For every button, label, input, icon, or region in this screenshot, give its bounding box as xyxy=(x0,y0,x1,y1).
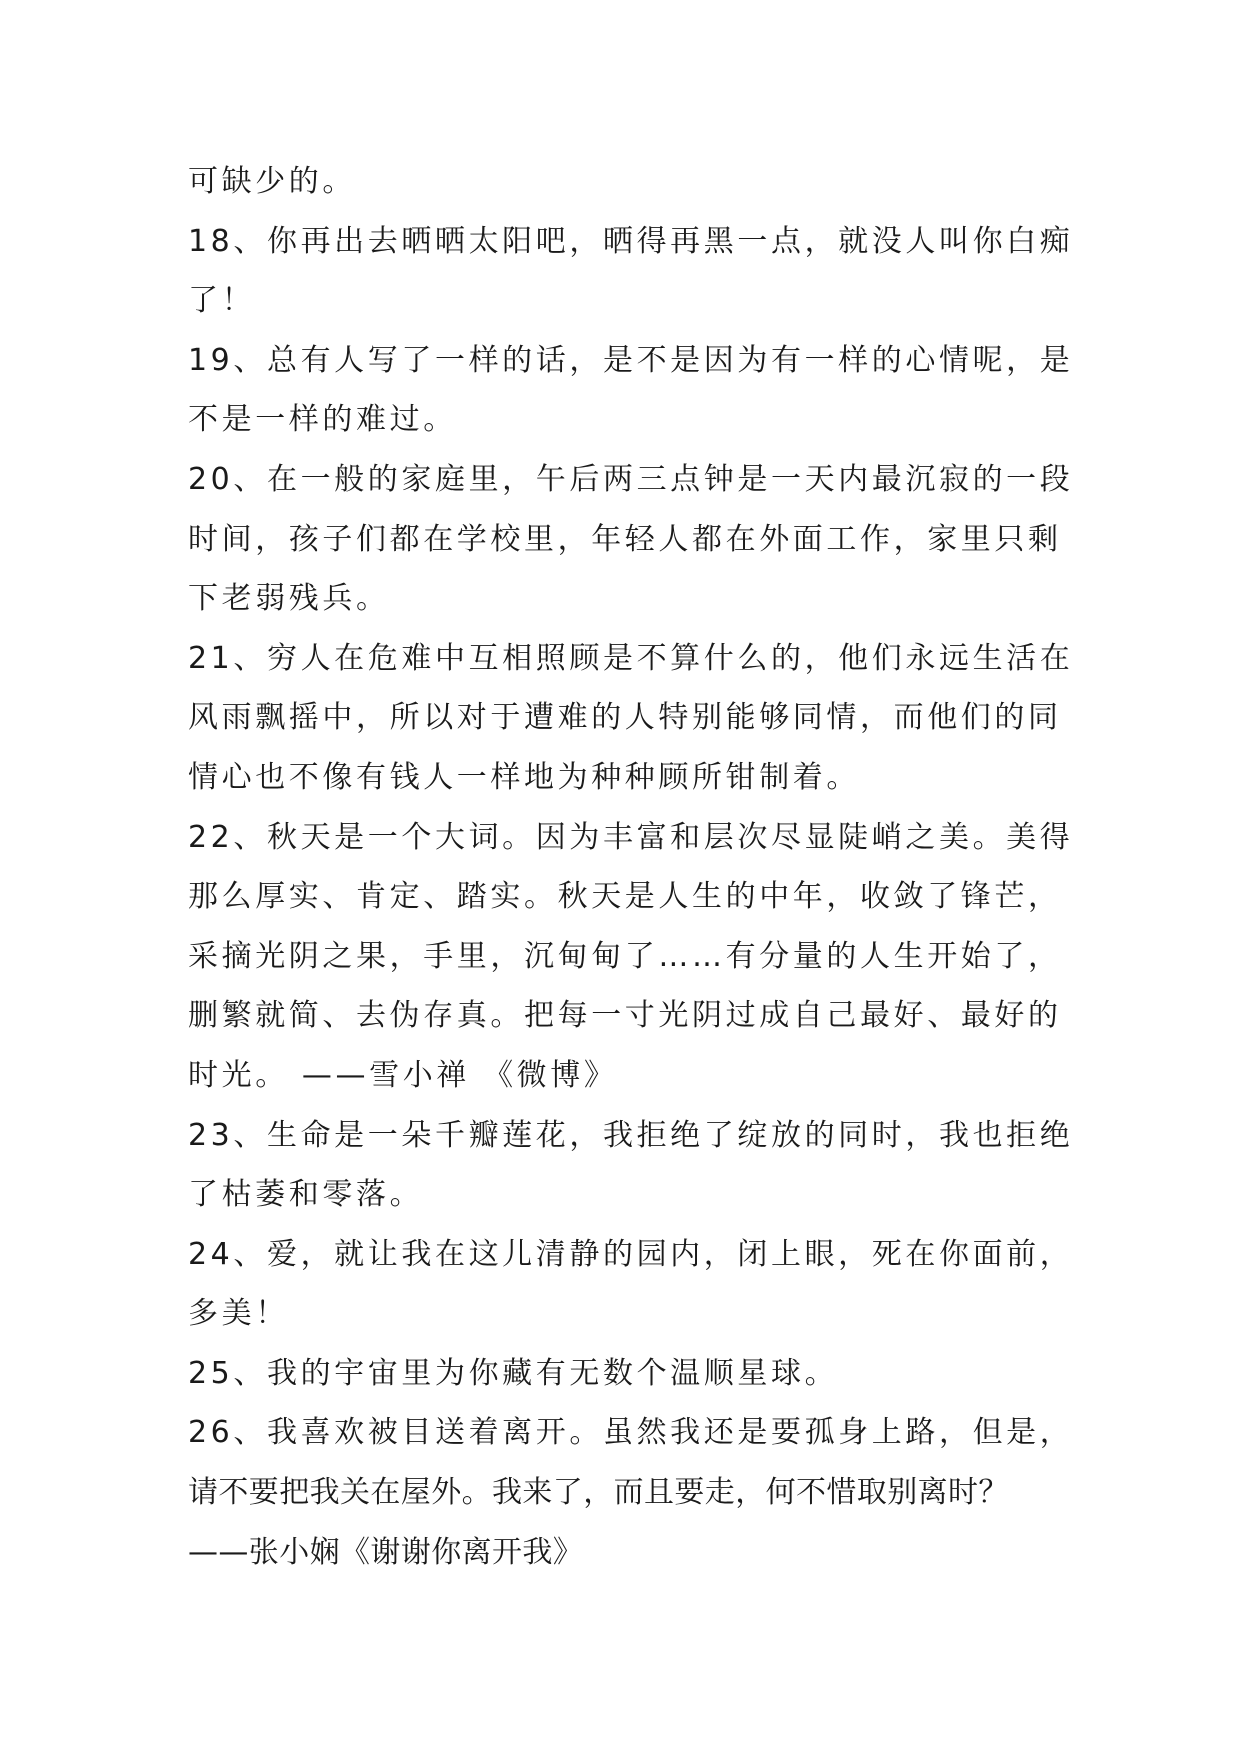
text-line: 了！ xyxy=(188,283,256,319)
text-line: 下老弱残兵。 xyxy=(188,581,390,617)
text-line: 多美！ xyxy=(188,1296,289,1332)
text-line: 可缺少的。 xyxy=(188,164,356,199)
text-line: 26、我喜欢被目送着离开。虽然我还是要孤身上路，但是， xyxy=(188,1415,1074,1451)
text-line: 20、在一般的家庭里，午后两三点钟是一天内最沉寂的一段 xyxy=(188,461,1074,497)
text-line: 21、穷人在危难中互相照顾是不算什么的，他们永远生活在 xyxy=(188,640,1074,676)
text-line: 时光。 ——雪小禅 《微博》 xyxy=(188,1057,618,1093)
text-line: 了枯萎和零落。 xyxy=(188,1177,424,1213)
text-line: 情心也不像有钱人一样地为种种顾所钳制着。 xyxy=(188,759,860,795)
text-line: 采摘光阴之果，手里，沉甸甸了……有分量的人生开始了， xyxy=(188,938,1062,974)
text-line: 删繁就简、去伪存真。把每一寸光阴过成自己最好、最好的 xyxy=(188,998,1062,1034)
document-body xyxy=(188,152,1074,1582)
text-line: 22、秋天是一个大词。因为丰富和层次尽显陡峭之美。美得 xyxy=(188,819,1074,855)
text-line: 请不要把我关在屋外。我来了，而且要走，何不惜取别离时？ xyxy=(188,1475,1009,1511)
text-line: 25、我的宇宙里为你藏有无数个温顺星球。 xyxy=(188,1355,839,1391)
text-line: 19、总有人写了一样的话，是不是因为有一样的心情呢，是 xyxy=(188,342,1074,378)
text-line: 18、你再出去晒晒太阳吧，晒得再黑一点，就没人叫你白痴 xyxy=(188,223,1074,259)
text-line: 不是一样的难过。 xyxy=(188,402,457,438)
text-line: 23、生命是一朵千瓣莲花，我拒绝了绽放的同时，我也拒绝 xyxy=(188,1117,1074,1153)
text-line: ——张小娴《谢谢你离开我》 xyxy=(188,1534,584,1570)
text-line: 那么厚实、肯定、踏实。秋天是人生的中年，收敛了锋芒， xyxy=(188,879,1062,915)
text-line: 时间，孩子们都在学校里，年轻人都在外面工作，家里只剩 xyxy=(188,521,1062,557)
text-line: 24、爱，就让我在这儿清静的园内，闭上眼，死在你面前， xyxy=(188,1236,1074,1272)
text-line: 风雨飘摇中，所以对于遭难的人特别能够同情，而他们的同 xyxy=(188,700,1062,736)
